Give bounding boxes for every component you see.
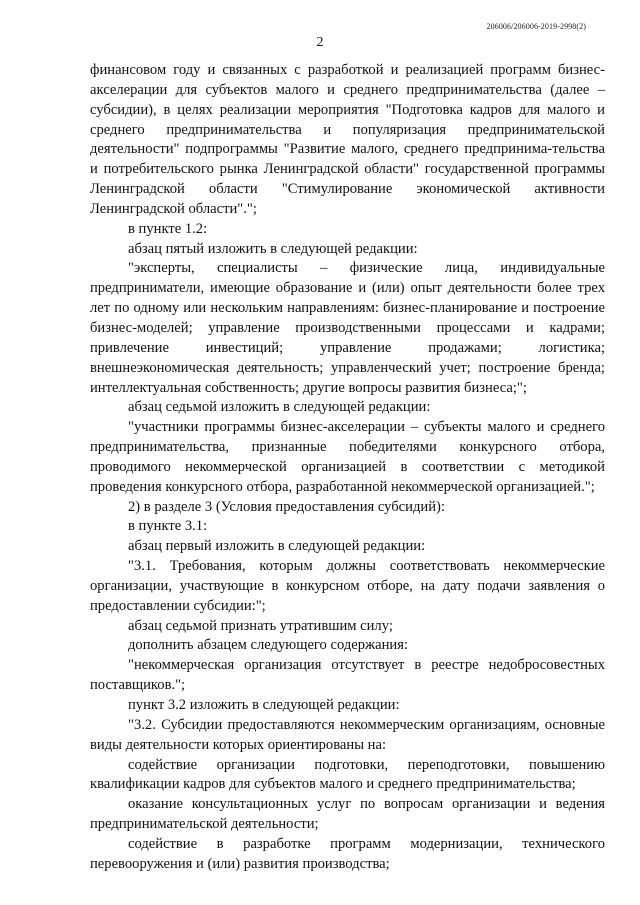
paragraph: "некоммерческая организация отсутствует в реестре недобросовестных поставщиков."; bbox=[90, 657, 605, 694]
paragraph: "3.2. Субсидии предоставляются некоммерческим организациям, основные виды деятельности которых ориентированы на: bbox=[90, 716, 605, 753]
paragraph: "эксперты, специалисты – физические лица, индивидуальные предприниматели, имеющие образование и (или) опыт деятельности более трех лет по одному или нескольким направлениям: бизнес-планирование и построение бизнес-моделей; управление производственными процессами и кадрами; привлечение инвестиций; управление продажами; логистика; внешнеэкономическая деятельность; управленческий учет; построение бренда; интеллектуальная собственность; другие вопросы развития бизнеса;"; bbox=[90, 260, 605, 396]
paragraph: абзац седьмой признать утратившим силу; bbox=[128, 617, 393, 634]
paragraph: абзац седьмой изложить в следующей редакции: bbox=[128, 399, 431, 416]
paragraph: 2) в разделе 3 (Условия предоставления субсидий): bbox=[128, 498, 445, 515]
paragraph: в пункте 1.2: bbox=[128, 220, 208, 237]
paragraph: "участники программы бизнес-акселерации – субъекты малого и среднего предпринимательства, признанные победителями конкурсного отбора, проводимого некоммерческой организацией в соответствии с методикой проведения конкурсного отбора, разработанной некоммерческой организацией."; bbox=[90, 419, 605, 495]
paragraph: дополнить абзацем следующего содержания: bbox=[128, 637, 408, 654]
page-number: 2 bbox=[316, 35, 324, 50]
paragraph: "3.1. Требования, которым должны соответствовать некоммерческие организации, участвующие в конкурсном отборе, на дату подачи заявления о предоставлении субсидии:"; bbox=[90, 558, 605, 614]
paragraph: в пункте 3.1: bbox=[128, 518, 208, 535]
paragraph: содействие в разработке программ модернизации, технического перевооружения и (или) развития производства; bbox=[90, 835, 605, 872]
document-body bbox=[90, 61, 605, 875]
paragraph: пункт 3.2 изложить в следующей редакции: bbox=[128, 697, 400, 713]
document-number: 206006/206006-2019-2998(2) bbox=[486, 22, 586, 31]
paragraph: абзац пятый изложить в следующей редакции: bbox=[128, 240, 418, 257]
paragraph: финансовом году и связанных с разработкой и реализацией программ бизнес-акселерации для субъектов малого и среднего предпринимательства (далее – субсидии), в целях реализации мероприятия "Подготовка кадров для малого и среднего предпринимательства и популяризация предпринимательской деятельности" подпрограммы "Развитие малого, среднего предпринима-тельства и потребительского рынка Ленинградской области" государственной программы Ленинградской области "Стимулирование экономической активности Ленинградской области"."; bbox=[90, 62, 605, 217]
paragraph: содействие организации подготовки, переподготовки, повышению квалификации кадров для субъектов малого и среднего предпринимательства; bbox=[90, 756, 605, 793]
paragraph: абзац первый изложить в следующей редакции: bbox=[128, 538, 426, 555]
paragraph: оказание консультационных услуг по вопросам организации и ведения предпринимательской деятельности; bbox=[90, 796, 605, 833]
